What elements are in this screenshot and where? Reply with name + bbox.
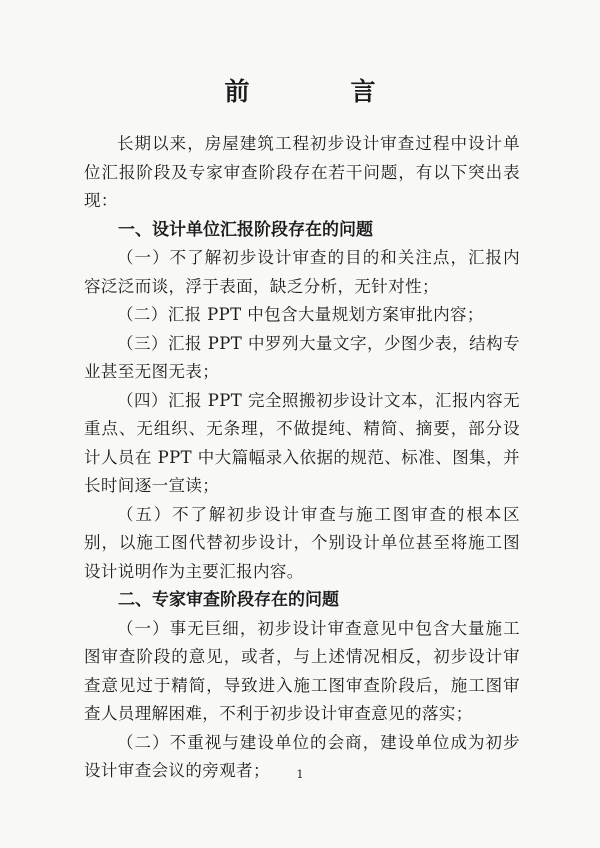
document-body — [84, 130, 520, 786]
section-1-heading: 一、设计单位汇报阶段存在的问题 — [118, 219, 373, 240]
section-1-item-2: （二）汇报 PPT 中包含大量规划方案审批内容； — [117, 305, 484, 324]
section-2-item-2: （二）不重视与建设单位的会商，建设单位成为初步设计审查会议的旁观者； — [84, 732, 520, 780]
page-number: 1 — [296, 768, 304, 781]
intro-paragraph: 长期以来，房屋建筑工程初步设计审查过程中设计单位汇报阶段及专家审查阶段存在若干问题，有以下突出表现： — [84, 134, 520, 210]
section-1-item-1: （一）不了解初步设计审查的目的和关注点，汇报内容泛泛而谈，浮于表面，缺乏分析，无针对性； — [84, 248, 520, 296]
section-2-item-1: （一）事无巨细，初步设计审查意见中包含大量施工图审查阶段的意见，或者，与上述情况相反，初步设计审查意见过于精简，导致进入施工图审查阶段后，施工图审查人员理解困难，不利于初步设计审查意见的落实； — [84, 618, 520, 723]
section-2-heading: 二、专家审查阶段存在的问题 — [118, 590, 339, 610]
section-1-item-4: （四）汇报 PPT 完全照搬初步设计文本，汇报内容无重点、无组织、无条理，不做提纯、精简、摘要，部分设计人员在 PPT 中大篇幅录入依据的规范、标准、图集，并长时间逐一宣读； — [84, 390, 520, 495]
section-1-item-3: （三）汇报 PPT 中罗列大量文字，少图少表，结构专业甚至无图无表； — [84, 333, 520, 381]
section-1-item-5: （五）不了解初步设计审查与施工图审查的根本区别，以施工图代替初步设计，个别设计单位甚至将施工图设计说明作为主要汇报内容。 — [84, 504, 520, 581]
page-title: 前 言 — [224, 77, 414, 106]
